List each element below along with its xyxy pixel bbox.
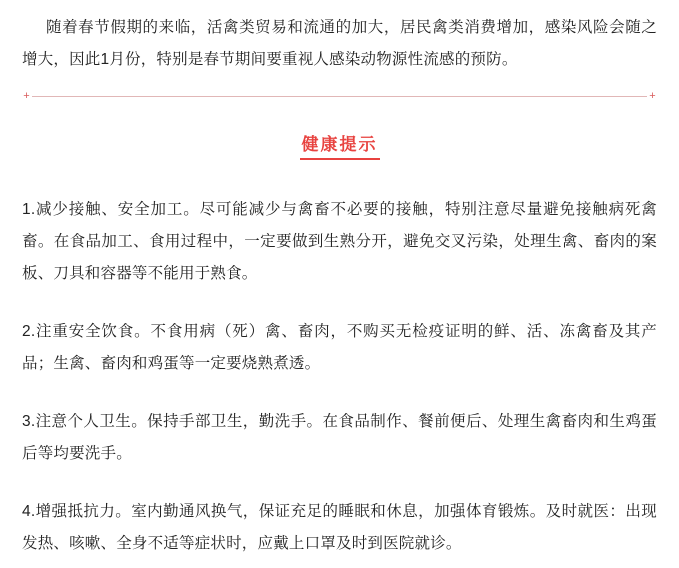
divider-graphic	[22, 92, 657, 102]
list-item: 4.增强抵抗力。室内勤通风换气，保证充足的睡眠和休息，加强体育锻炼。及时就医：出现发热、咳嗽、全身不适等症状时，应戴上口罩及时到医院就诊。	[22, 503, 657, 552]
tips-list	[22, 194, 657, 560]
divider-line	[32, 96, 647, 97]
list-item: 1.减少接触、安全加工。尽可能减少与禽畜不必要的接触，特别注意尽量避免接触病死禽畜。在食品加工、食用过程中，一定要做到生熟分开，避免交叉污染，处理生禽、畜肉的案板、刀具和容器等不能用于熟食。	[22, 201, 657, 282]
divider-right-marker-icon: +	[649, 90, 656, 102]
section-heading	[22, 134, 657, 160]
section-title-text: 健康提示	[300, 134, 380, 160]
divider-left-marker-icon: +	[23, 90, 30, 102]
intro-paragraph: 随着春节假期的来临，活禽类贸易和流通的加大，居民禽类消费增加，感染风险会随之增大，因此1月份，特别是春节期间要重视人感染动物源性流感的预防。	[22, 19, 657, 68]
decorative-divider	[22, 90, 657, 104]
list-item: 3.注意个人卫生。保持手部卫生，勤洗手。在食品制作、餐前便后、处理生禽畜肉和生鸡蛋后等均要洗手。	[22, 413, 657, 462]
list-item: 2.注重安全饮食。不食用病（死）禽、畜肉，不购买无检疫证明的鲜、活、冻禽畜及其产品；生禽、畜肉和鸡蛋等一定要烧熟煮透。	[22, 323, 657, 372]
